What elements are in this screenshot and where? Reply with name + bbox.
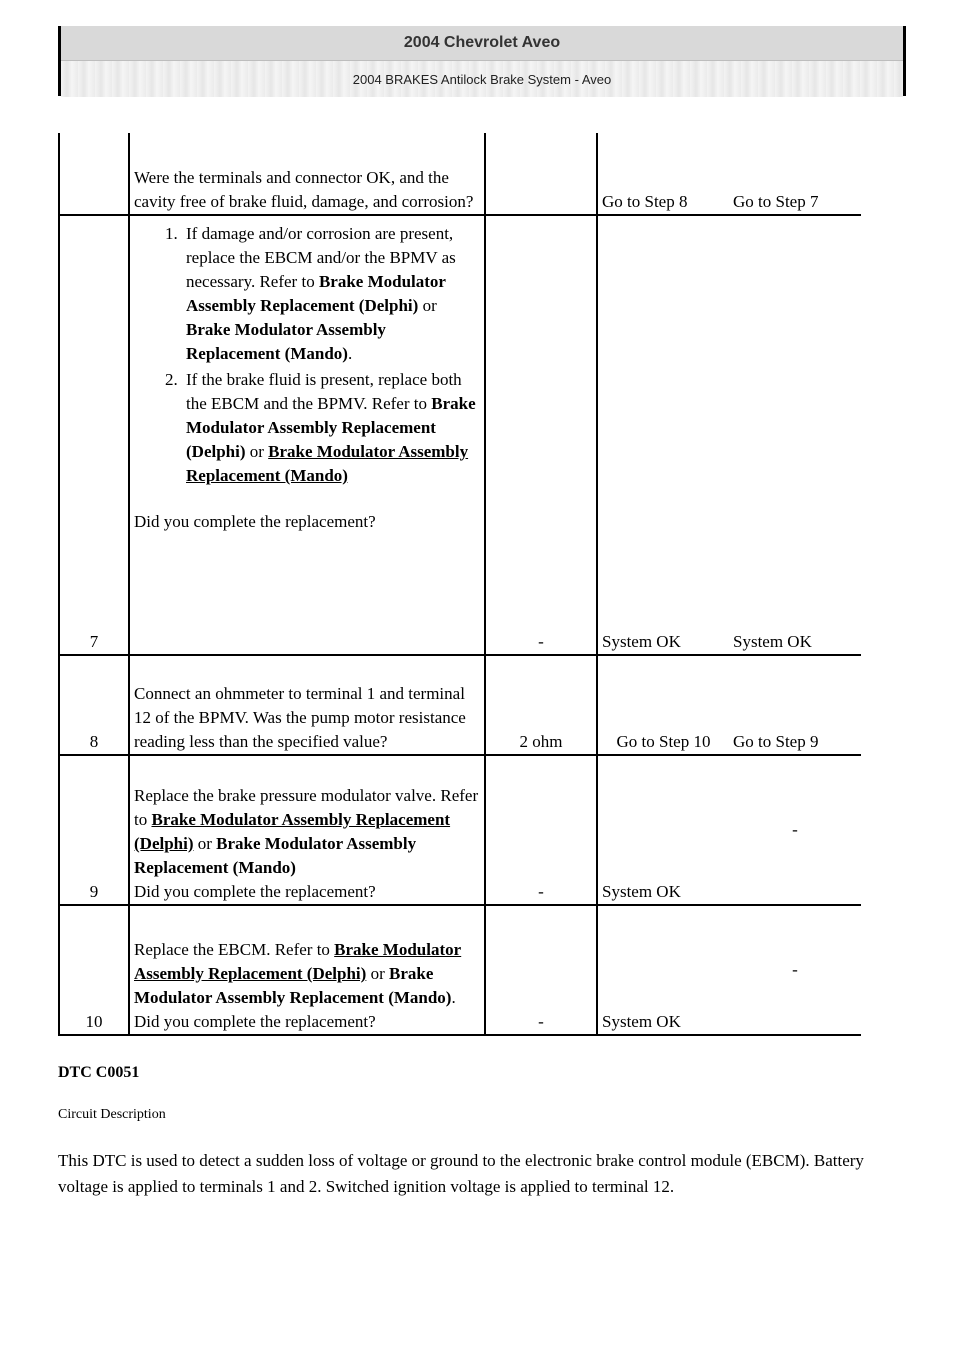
table-row xyxy=(59,905,861,1035)
table-row xyxy=(59,215,861,655)
yes-link[interactable]: System OK xyxy=(602,632,681,651)
vehicle-title: 2004 Chevrolet Aveo xyxy=(61,26,903,61)
yes-link[interactable]: Go to Step 8 xyxy=(602,192,688,211)
action-cell: Replace the EBCM. Refer to Brake Modulator Assembly Replacement (Delphi) or Brake Modulator Assembly Replacement (Mando). Did you complete the replacement? xyxy=(129,905,485,1035)
yes-cell xyxy=(597,133,729,215)
yes-cell xyxy=(597,215,729,655)
value-cell: - xyxy=(485,755,597,905)
yes-link[interactable]: System OK xyxy=(602,882,681,901)
doc-link[interactable]: Brake Modulator Assembly Replacement (Mando) xyxy=(134,964,452,1007)
doc-link[interactable]: Brake Modulator Assembly Replacement (Mando) xyxy=(186,442,469,485)
doc-link[interactable]: Brake Modulator Assembly Replacement (Delphi) xyxy=(186,394,476,461)
action-cell: Were the terminals and connector OK, and the cavity free of brake fluid, damage, and corrosion? xyxy=(129,133,485,215)
doc-link[interactable]: Brake Modulator Assembly Replacement (Delphi) xyxy=(134,810,451,853)
action-cell: Replace the brake pressure modulator valve. Refer to Brake Modulator Assembly Replacement (Delphi) or Brake Modulator Assembly Replacement (Mando) Did you complete the replacement? xyxy=(129,755,485,905)
no-link[interactable]: Go to Step 7 xyxy=(733,192,819,211)
yes-cell xyxy=(597,755,729,905)
no-cell xyxy=(729,133,861,215)
action-cell: Connect an ohmmeter to terminal 1 and terminal 12 of the BPMV. Was the pump motor resistance reading less than the specified value? xyxy=(129,655,485,755)
yes-link[interactable]: System OK xyxy=(602,1012,681,1031)
step-cell xyxy=(59,133,129,215)
doc-link[interactable]: Brake Modulator Assembly Replacement (Mando) xyxy=(186,320,386,363)
value-cell: - xyxy=(485,215,597,655)
step-cell: 8 xyxy=(59,655,129,755)
step-cell: 9 xyxy=(59,755,129,905)
action-list xyxy=(134,222,480,488)
action-cell xyxy=(129,215,485,655)
question-text: Did you complete the replacement? xyxy=(134,512,376,531)
yes-link[interactable]: Go to Step 10 xyxy=(616,732,711,751)
no-cell: - xyxy=(729,905,861,1035)
diagnostic-table xyxy=(58,133,861,1036)
doc-link[interactable]: Brake Modulator Assembly Replacement (Mando) xyxy=(134,834,417,877)
no-cell: - xyxy=(729,755,861,905)
step-cell: 7 xyxy=(59,215,129,655)
dtc-title: DTC C0051 xyxy=(58,1064,140,1081)
table-row xyxy=(59,755,861,905)
no-cell xyxy=(729,655,861,755)
yes-cell xyxy=(597,905,729,1035)
no-link[interactable]: Go to Step 9 xyxy=(733,732,819,751)
value-cell: - xyxy=(485,905,597,1035)
section-subtitle: 2004 BRAKES Antilock Brake System - Aveo xyxy=(61,61,903,97)
circuit-description-text: This DTC is used to detect a sudden loss of voltage or ground to the electronic brake control module (EBCM). Battery voltage is applied to terminals 1 and 2. Switched ignition voltage is applied to terminal 12. xyxy=(58,1151,864,1196)
step-cell: 10 xyxy=(59,905,129,1035)
no-link[interactable]: System OK xyxy=(733,632,812,651)
section-heading: Circuit Description xyxy=(58,1107,166,1122)
list-item: 2. If the brake fluid is present, replace both the EBCM and the BPMV. Refer to Brake Modulator Assembly Replacement (Delphi) or Brake Modulator Assembly Replacement (Mando) xyxy=(182,368,480,488)
value-cell: 2 ohm xyxy=(485,655,597,755)
doc-link[interactable]: Brake Modulator Assembly Replacement (Delphi) xyxy=(186,272,446,315)
list-item: 1. If damage and/or corrosion are present, replace the EBCM and/or the BPMV as necessary. Refer to Brake Modulator Assembly Replacement (Delphi) or Brake Modulator Assembly Replacement (Mando). xyxy=(182,222,480,366)
doc-link[interactable]: Brake Modulator Assembly Replacement (Delphi) xyxy=(134,940,462,983)
question-text: Did you complete the replacement? xyxy=(134,1012,376,1031)
table-row xyxy=(59,655,861,755)
question-text: Did you complete the replacement? xyxy=(134,882,376,901)
value-cell xyxy=(485,133,597,215)
no-cell xyxy=(729,215,861,655)
yes-cell xyxy=(597,655,729,755)
table-row xyxy=(59,133,861,215)
page-header xyxy=(58,26,906,96)
